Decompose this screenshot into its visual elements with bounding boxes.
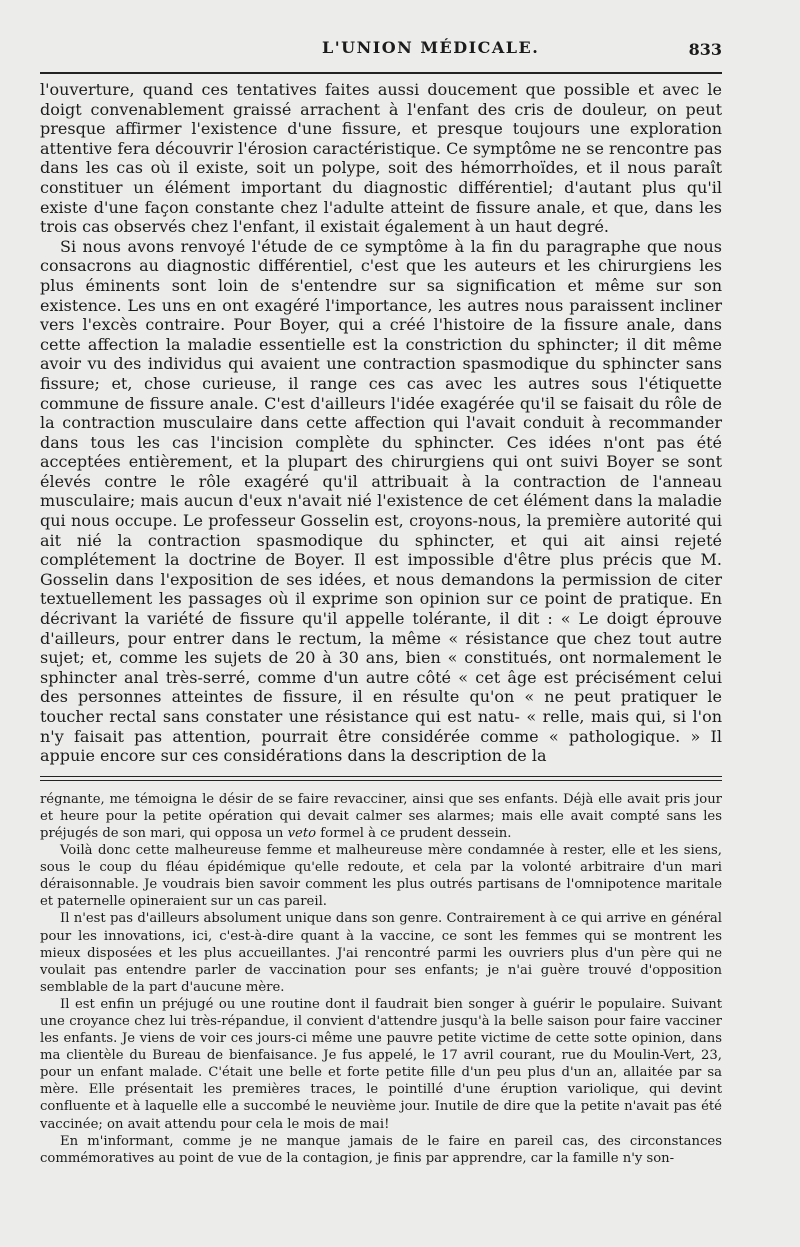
footnote-separator	[40, 776, 722, 781]
running-title: L'UNION MÉDICALE.	[322, 38, 540, 57]
footnote-paragraph: En m'informant, comme je ne manque jamais de le faire en pareil cas, des circonstances commémoratives au point de vue de la contagion, je finis par apprendre, car la famille n'y son-	[40, 1133, 722, 1166]
body-paragraph: l'ouverture, quand ces tentatives faites aussi doucement que possible et avec le doigt convenablement graissé arrachent à l'enfant des cris de douleur, on peut presque affirmer l'existence d'une fissure, et presque toujours une exploration attentive fera découvrir l'érosion caractéristique. Ce symptôme ne se rencontre pas dans les cas où il existe, soit un polype, soit des hémorrhoïdes, et il nous paraît constituer un élément important du diagnostic différentiel; d'autant plus qu'il existe d'une façon constante chez l'adulte atteint de fissure anale, et que, dans les trois cas observés chez l'enfant, il existait également à un haut degré.	[40, 80, 722, 237]
footnote-paragraph: Voilà donc cette malheureuse femme et malheureuse mère condamnée à rester, elle et les siens, sous le coup du fléau épidémique qu'elle redoute, et cela par la volonté arbitraire d'un mari déraisonnable. Je voudrais bien savoir comment les plus outrés partisans de l'omnipotence maritale et paternelle opineraient sur un cas pareil.	[40, 843, 722, 910]
footnote-text	[40, 791, 722, 1167]
running-header	[40, 0, 722, 60]
header-rule	[40, 72, 722, 74]
footnote-paragraph: Il n'est pas d'ailleurs absolument unique dans son genre. Contrairement à ce qui arrive en général pour les innovations, ici, c'est-à-dire quant à la vaccine, ce sont les femmes qui se montrent les mieux disposées et les plus accueillantes. J'ai rencontré parmi les ouvriers plus d'un père qui ne voulait pas entendre parler de vaccination pour ses enfants; je n'ai guère trouvé d'opposition semblable de la part d'aucune mère.	[40, 911, 722, 995]
page-number: 833	[688, 40, 722, 59]
footnote-paragraph: Il est enfin un préjugé ou une routine dont il faudrait bien songer à guérir le populaire. Suivant une croyance chez lui très-répandue, il convient d'attendre jusqu'à la belle saison pour faire vacciner les enfants. Je viens de voir ces jours-ci même une pauvre petite victime de cette sotte opinion, dans ma clientèle du Bureau de bienfaisance. Je fus appelé, le 17 avril courant, rue du Moulin-Vert, 23, pour un enfant malade. C'était une belle et forte petite fille d'un peu plus d'un an, allaitée par sa mère. Elle présentait les premières traces, le pointillé d'une éruption variolique, qui devint confluente et à laquelle elle a succombé le neuvième jour. Inutile de dire que la petite n'avait pas été vaccinée; on avait attendu pour cela le mois de mai!	[40, 996, 722, 1132]
main-text	[40, 80, 722, 766]
footnote-paragraph: régnante, me témoigna le désir de se faire revacciner, ainsi que ses enfants. Déjà elle avait pris jour et heure pour la petite opération qui devait calmer ses alarmes; mais elle avait compté sans les préjugés de son mari, qui opposa un veto formel à ce prudent dessein.	[40, 791, 722, 841]
body-paragraph: Si nous avons renvoyé l'étude de ce symptôme à la fin du paragraphe que nous consacrons au diagnostic différentiel, c'est que les auteurs et les chirurgiens les plus éminents sont loin de s'entendre sur sa signification et même sur son existence. Les uns en ont exagéré l'importance, les autres nous paraissent incliner vers l'excès contraire. Pour Boyer, qui a créé l'histoire de la fissure anale, dans cette affection la maladie essentielle est la constriction du sphincter; il dit même avoir vu des individus qui avaient une contraction spasmodique du sphincter sans fissure; et, chose curieuse, il range ces cas avec les autres sous l'étiquette commune de fissure anale. C'est d'ailleurs l'idée exagérée qu'il se faisait du rôle de la contraction musculaire dans cette affection qui l'avait conduit à recommander dans tous les cas l'incision complète du sphincter. Ces idées n'ont pas été acceptées entièrement, et la plupart des chirurgiens qui ont suivi Boyer se sont élevés contre le rôle exagéré qu'il attribuait à la contraction de l'anneau musculaire; mais aucun d'eux n'avait nié l'existence de cet élément dans la maladie qui nous occupe. Le professeur Gosselin est, croyons-nous, la première autorité qui ait nié la contraction spasmodique du sphincter, et qui ait ainsi rejeté complétement la doctrine de Boyer. Il est impossible d'être plus précis que M. Gosselin dans l'exposition de ses idées, et nous demandons la permission de citer textuellement les passages où il exprime son opinion sur ce point de pratique. En décrivant la variété de fissure qu'il appelle tolérante, il dit : « Le doigt éprouve d'ailleurs, pour entrer dans le rectum, la même « résistance que chez tout autre sujet; et, comme les sujets de 20 à 30 ans, bien « constitués, ont normalement le sphincter anal très-serré, comme d'un autre côté « cet âge est précisément celui des personnes atteintes de fissure, il en résulte qu'on « ne peut pratiquer le toucher rectal sans constater une résistance qui est natu- « relle, mais qui, si l'on n'y faisait pas attention, pourrait être considérée comme « pathologique. » Il appuie encore sur ces considérations dans la description de la	[40, 236, 722, 766]
